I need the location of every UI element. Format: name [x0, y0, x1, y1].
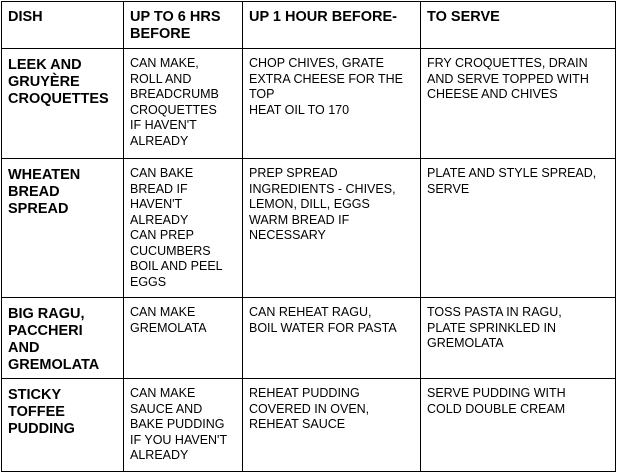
one-hour-cell: REHEAT PUDDING COVERED IN OVEN, REHEAT SAUCE	[243, 379, 421, 472]
dish-name: LEEK AND GRUYÈRE CROQUETTES	[2, 49, 124, 159]
six-hrs-cell: CAN BAKE BREAD IF HAVEN'T ALREADY CAN PREP CUCUMBERS BOIL AND PEEL EGGS	[124, 159, 243, 298]
header-dish: DISH	[2, 2, 124, 49]
table-row	[2, 379, 616, 472]
six-hrs-cell: CAN MAKE SAUCE AND BAKE PUDDING IF YOU HAVEN'T ALREADY	[124, 379, 243, 472]
six-hrs-cell: CAN MAKE GREMOLATA	[124, 298, 243, 379]
to-serve-cell: SERVE PUDDING WITH COLD DOUBLE CREAM	[421, 379, 616, 472]
table-row	[2, 159, 616, 298]
to-serve-cell: PLATE AND STYLE SPREAD, SERVE	[421, 159, 616, 298]
header-row	[2, 2, 616, 49]
header-up-1-hour: UP 1 HOUR BEFORE-	[243, 2, 421, 49]
header-up-to-6-hrs: UP TO 6 HRS BEFORE	[124, 2, 243, 49]
header-to-serve: TO SERVE	[421, 2, 616, 49]
to-serve-cell: FRY CROQUETTES, DRAIN AND SERVE TOPPED WITH CHEESE AND CHIVES	[421, 49, 616, 159]
six-hrs-cell: CAN MAKE, ROLL AND BREADCRUMB CROQUETTES IF HAVEN'T ALREADY	[124, 49, 243, 159]
one-hour-cell: CAN REHEAT RAGU, BOIL WATER FOR PASTA	[243, 298, 421, 379]
table-row	[2, 298, 616, 379]
dish-name: BIG RAGU, PACCHERI AND GREMOLATA	[2, 298, 124, 379]
one-hour-cell: PREP SPREAD INGREDIENTS - CHIVES, LEMON, DILL, EGGS WARM BREAD IF NECESSARY	[243, 159, 421, 298]
dish-name: WHEATEN BREAD SPREAD	[2, 159, 124, 298]
one-hour-cell: CHOP CHIVES, GRATE EXTRA CHEESE FOR THE TOP HEAT OIL TO 170	[243, 49, 421, 159]
table-row	[2, 49, 616, 159]
prep-schedule-table	[1, 1, 616, 472]
to-serve-cell: TOSS PASTA IN RAGU, PLATE SPRINKLED IN GREMOLATA	[421, 298, 616, 379]
dish-name: STICKY TOFFEE PUDDING	[2, 379, 124, 472]
